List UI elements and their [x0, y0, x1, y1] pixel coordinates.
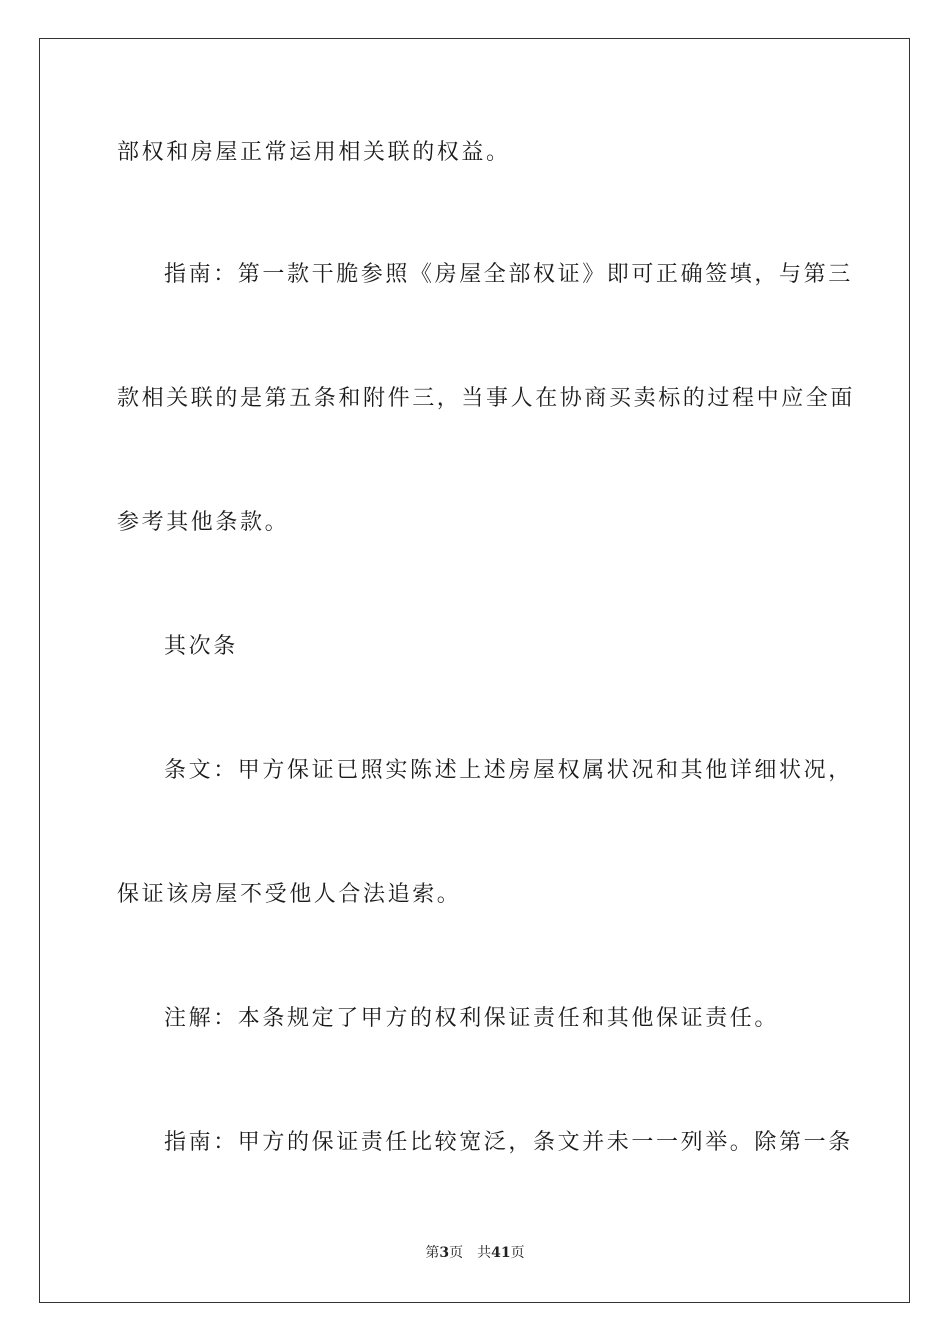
footer-page-number: 3	[439, 1245, 450, 1261]
footer-total-suffix: 页	[510, 1245, 525, 1261]
footer-page-suffix: 页	[449, 1245, 464, 1261]
footer-page-prefix: 第	[425, 1245, 440, 1261]
body-line-3: 款相关联的是第五条和附件三，当事人在协商买卖标的过程中应全面	[117, 386, 856, 411]
footer-total-pages: 41	[491, 1245, 511, 1261]
footer-total-prefix: 共	[477, 1245, 492, 1261]
body-line-2: 指南：第一款干脆参照《房屋全部权证》即可正确签填，与第三	[164, 262, 853, 287]
page-footer	[0, 1243, 950, 1263]
body-line-7: 保证该房屋不受他人合法追索。	[117, 882, 462, 907]
section-heading: 其次条	[164, 634, 238, 659]
body-line-1: 部权和房屋正常运用相关联的权益。	[117, 140, 511, 165]
body-line-8: 注解：本条规定了甲方的权利保证责任和其他保证责任。	[164, 1006, 780, 1031]
body-line-4: 参考其他条款。	[117, 510, 290, 535]
page-border	[39, 38, 910, 1303]
body-line-9: 指南：甲方的保证责任比较宽泛，条文并未一一列举。除第一条	[164, 1130, 853, 1155]
body-line-6: 条文：甲方保证已照实陈述上述房屋权属状况和其他详细状况，	[164, 758, 853, 783]
